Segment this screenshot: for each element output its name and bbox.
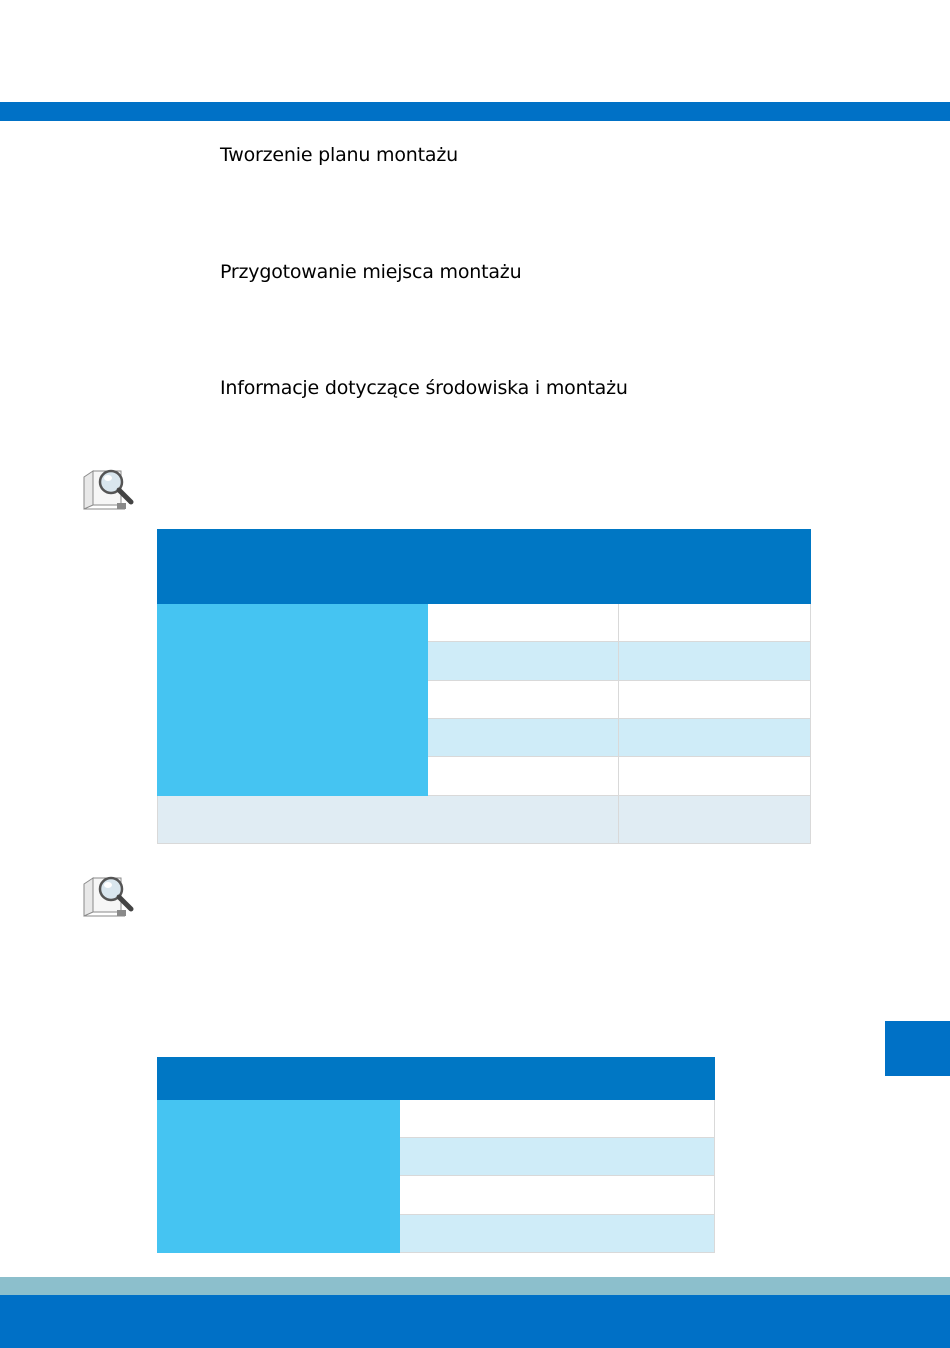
- table-row: [158, 757, 811, 796]
- footer-light-band: [0, 1277, 950, 1295]
- value-cell: [619, 757, 811, 796]
- header-cell: [399, 1058, 714, 1100]
- label-cell: [158, 1138, 400, 1176]
- table-header-row: [158, 1058, 715, 1100]
- label-cell: [158, 719, 428, 757]
- heading-environment-info: Informacje dotyczące środowiska i montażu: [220, 377, 628, 399]
- value-cell: [619, 642, 811, 681]
- header-cell: [427, 530, 619, 604]
- table-row: [158, 1176, 715, 1215]
- value-cell: [399, 1100, 714, 1138]
- chapter-side-tab: [885, 1021, 950, 1076]
- table-row: [158, 719, 811, 757]
- value-cell: [619, 681, 811, 719]
- top-header-band: [0, 102, 950, 121]
- spec-table-1: [157, 529, 811, 844]
- value-cell: [427, 642, 619, 681]
- label-cell: [158, 604, 428, 642]
- heading-site-preparation: Przygotowanie miejsca montażu: [220, 261, 522, 283]
- spec-table-2: [157, 1057, 715, 1253]
- header-cell: [158, 1058, 400, 1100]
- table-row: [158, 1100, 715, 1138]
- table-footer-row: [158, 796, 811, 844]
- label-cell: [158, 681, 428, 719]
- value-cell: [427, 719, 619, 757]
- value-cell: [427, 681, 619, 719]
- value-cell: [619, 604, 811, 642]
- value-cell: [399, 1138, 714, 1176]
- label-cell: [158, 642, 428, 681]
- footer-label-cell: [158, 796, 619, 844]
- label-cell: [158, 1215, 400, 1253]
- table-header-row: [158, 530, 811, 604]
- table-row: [158, 1138, 715, 1176]
- magnifier-book-icon: [81, 465, 135, 511]
- table-row: [158, 681, 811, 719]
- footer-dark-band: [0, 1295, 950, 1348]
- footer-value-cell: [619, 796, 811, 844]
- heading-assembly-plan: Tworzenie planu montażu: [220, 144, 458, 166]
- value-cell: [427, 757, 619, 796]
- value-cell: [399, 1215, 714, 1253]
- label-cell: [158, 757, 428, 796]
- value-cell: [399, 1176, 714, 1215]
- header-cell: [619, 530, 811, 604]
- header-cell: [158, 530, 428, 604]
- value-cell: [619, 719, 811, 757]
- table-row: [158, 604, 811, 642]
- table-row: [158, 642, 811, 681]
- magnifier-book-icon: [81, 872, 135, 918]
- table-row: [158, 1215, 715, 1253]
- label-cell: [158, 1176, 400, 1215]
- label-cell: [158, 1100, 400, 1138]
- value-cell: [427, 604, 619, 642]
